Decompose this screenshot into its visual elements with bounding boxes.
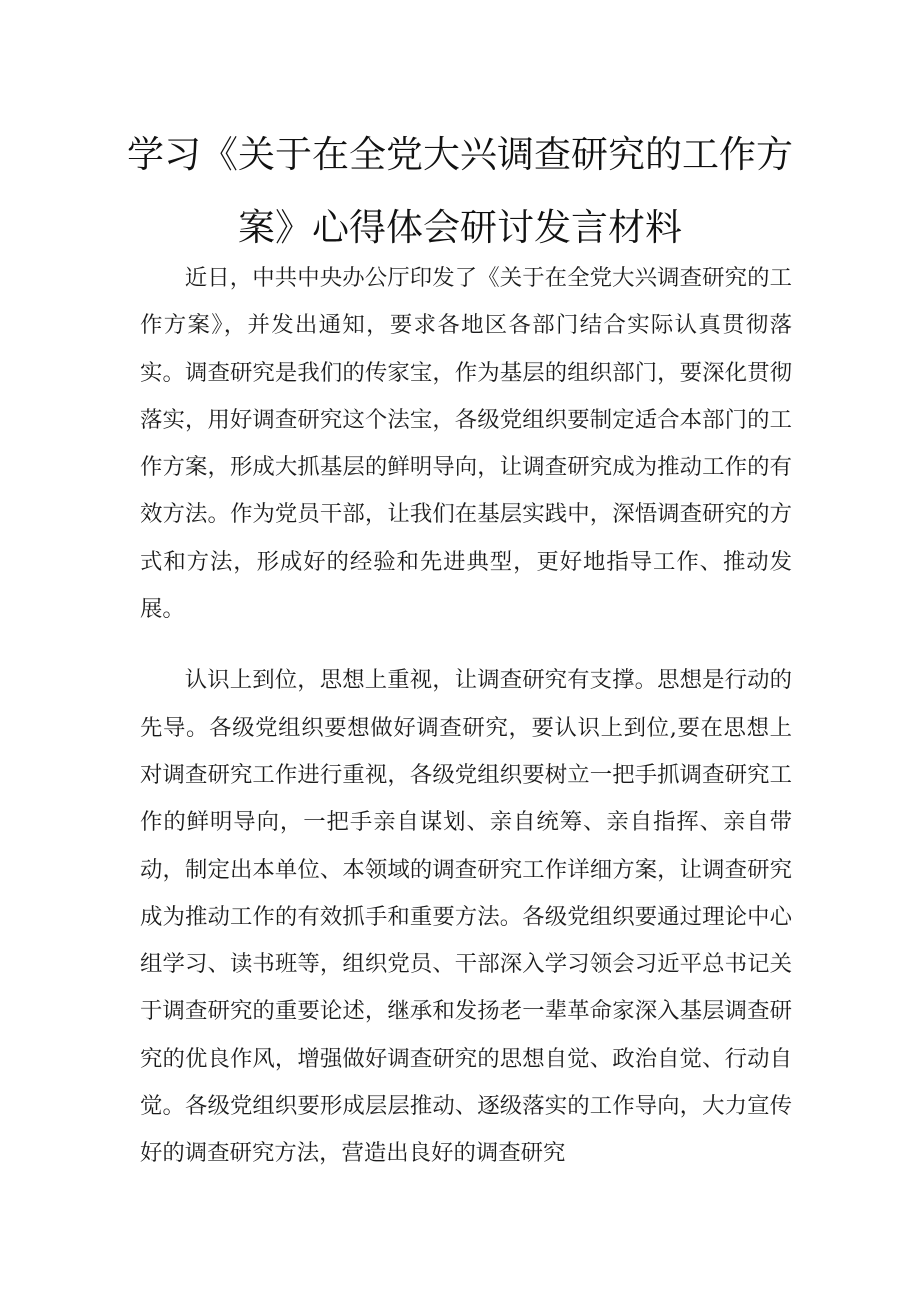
paragraph-2: 认识上到位，思想上重视，让调查研究有支撑。思想是行动的先导。各级党组织要想做好调查研究，要认识上到位,要在思想上对调查研究工作进行重视，各级党组织要树立一把手抓调查研究工作的鲜明导向，一把手亲自谋划、亲自统筹、亲自指挥、亲自带动，制定出本单位、本领域的调查研究工作详细方案，让调查研究成为推动工作的有效抓手和重要方法。各级党组织要通过理论中心组学习、读书班等，组织党员、干部深入学习领会习近平总书记关于调查研究的重要论述，继承和发扬老一辈革命家深入基层调查研究的优良作风，增强做好调查研究的思想自觉、政治自觉、行动自觉。各级党组织要形成层层推动、逐级落实的工作导向，大力宣传好的调查研究方法，营造出良好的调查研究 [140, 667, 792, 1167]
title-line-1: 学习《关于在全党大兴调查研究的工作方 [127, 133, 793, 176]
document-title [100, 118, 820, 264]
title-line-2: 案》心得体会研讨发言材料 [238, 206, 682, 249]
document-body [140, 255, 792, 1202]
paragraph-1: 近日，中共中央办公厅印发了《关于在全党大兴调查研究的工作方案》，并发出通知，要求各地区各部门结合实际认真贯彻落实。调查研究是我们的传家宝，作为基层的组织部门，要深化贯彻落实，用好调查研究这个法宝，各级党组织要制定适合本部门的工作方案，形成大抓基层的鲜明导向，让调查研究成为推动工作的有效方法。作为党员干部，让我们在基层实践中，深悟调查研究的方式和方法，形成好的经验和先进典型，更好地指导工作、推动发展。 [140, 265, 792, 623]
